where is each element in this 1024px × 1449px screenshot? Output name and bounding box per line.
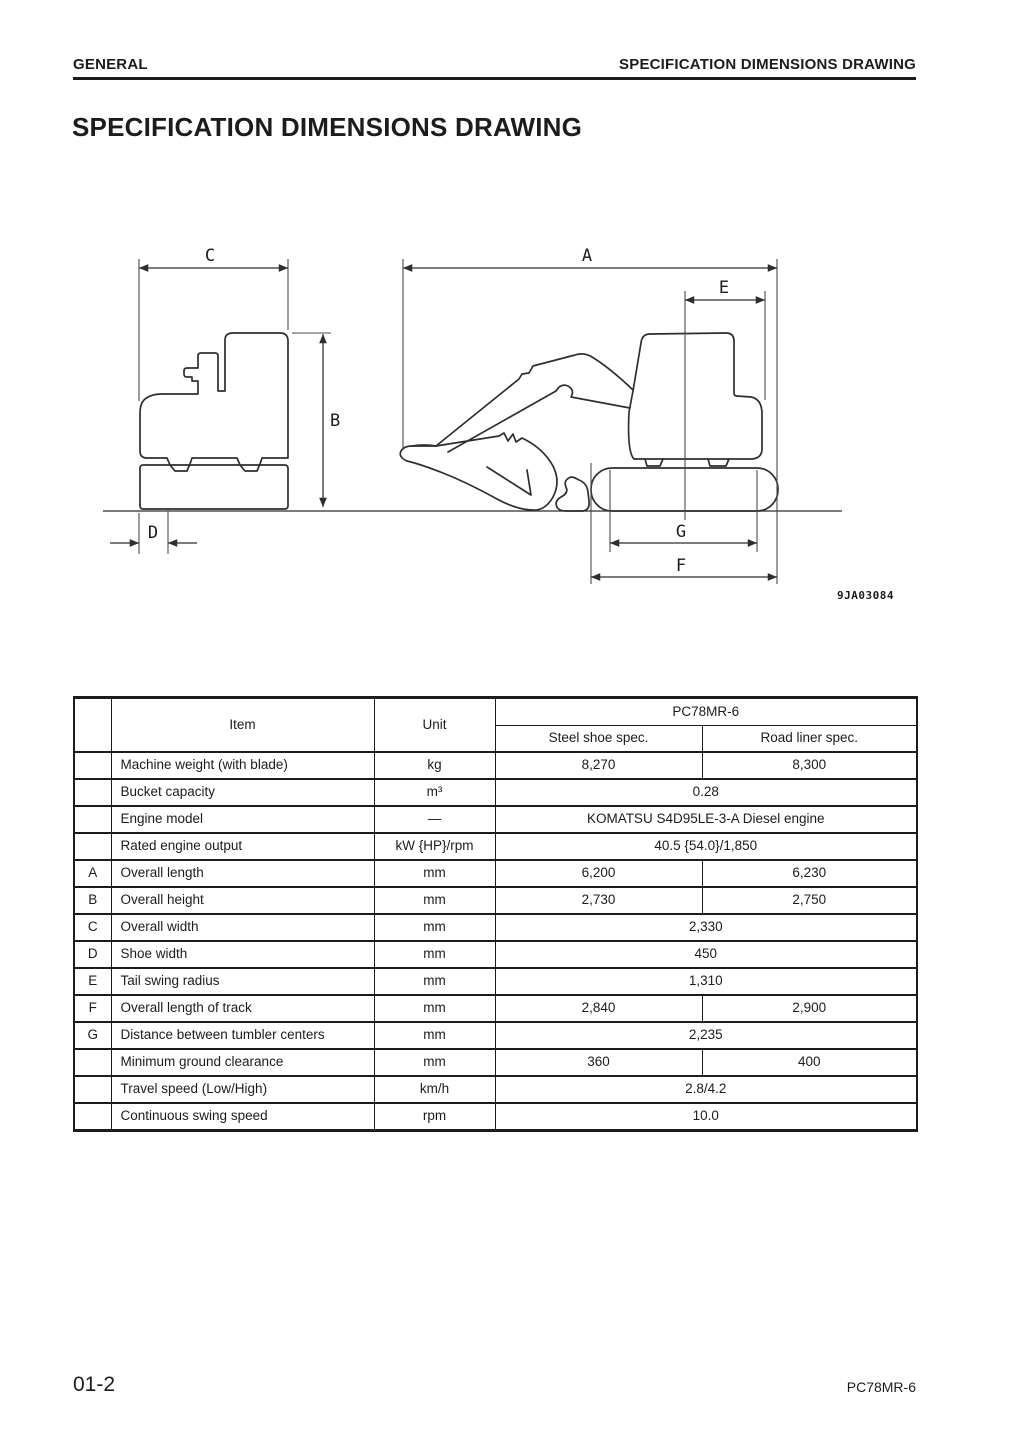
boom-outer-edge xyxy=(412,354,633,446)
table-cell: 0.28 xyxy=(495,779,917,806)
excavator-side-view xyxy=(400,246,894,602)
side-frame-tabs xyxy=(645,459,729,466)
column-header-letter xyxy=(74,698,111,753)
table-row xyxy=(74,1076,917,1103)
table-cell: 40.5 {54.0}/1,850 xyxy=(495,833,917,860)
table-cell: E xyxy=(74,968,111,995)
column-header-unit: Unit xyxy=(374,698,495,753)
table-cell: mm xyxy=(374,968,495,995)
table-cell: 6,230 xyxy=(702,860,917,887)
table-cell: mm xyxy=(374,914,495,941)
table-header-row-1 xyxy=(74,698,917,726)
footer-model-label: PC78MR-6 xyxy=(846,1379,916,1395)
table-cell xyxy=(74,752,111,779)
column-header-item: Item xyxy=(111,698,374,753)
table-cell: 8,300 xyxy=(702,752,917,779)
table-row xyxy=(74,941,917,968)
table-cell: 2,750 xyxy=(702,887,917,914)
table-cell: 360 xyxy=(495,1049,702,1076)
table-cell: Overall length of track xyxy=(111,995,374,1022)
table-cell: 2,730 xyxy=(495,887,702,914)
table-cell: mm xyxy=(374,941,495,968)
table-cell: Overall width xyxy=(111,914,374,941)
excavator-rear-view xyxy=(110,246,340,554)
table-cell: 2,840 xyxy=(495,995,702,1022)
side-body-outline xyxy=(629,333,762,459)
rear-body-outline xyxy=(140,333,288,471)
table-cell: 1,310 xyxy=(495,968,917,995)
table-cell: km/h xyxy=(374,1076,495,1103)
table-cell: Bucket capacity xyxy=(111,779,374,806)
table-cell: Shoe width xyxy=(111,941,374,968)
table-cell: Overall length xyxy=(111,860,374,887)
table-cell: 2,900 xyxy=(702,995,917,1022)
page-title: SPECIFICATION DIMENSIONS DRAWING xyxy=(72,112,583,142)
table-cell xyxy=(74,1103,111,1131)
table-cell: KOMATSU S4D95LE-3-A Diesel engine xyxy=(495,806,917,833)
bucket-link-lines xyxy=(487,467,531,495)
table-cell: mm xyxy=(374,860,495,887)
table-cell: Minimum ground clearance xyxy=(111,1049,374,1076)
table-cell: Distance between tumbler centers xyxy=(111,1022,374,1049)
table-cell: 400 xyxy=(702,1049,917,1076)
table-cell xyxy=(74,1049,111,1076)
table-cell: 2,235 xyxy=(495,1022,917,1049)
table-row xyxy=(74,752,917,779)
boom-inner-edge xyxy=(448,385,630,452)
table-cell: Engine model xyxy=(111,806,374,833)
table-cell: mm xyxy=(374,887,495,914)
table-cell: Continuous swing speed xyxy=(111,1103,374,1131)
table-row xyxy=(74,833,917,860)
dim-label-c: C xyxy=(204,246,216,266)
blade-outline xyxy=(556,477,589,511)
table-cell: mm xyxy=(374,1022,495,1049)
dim-label-g: G xyxy=(675,522,687,542)
page-number: 01-2 xyxy=(73,1373,116,1396)
table-cell: 6,200 xyxy=(495,860,702,887)
table-cell: Machine weight (with blade) xyxy=(111,752,374,779)
table-cell: A xyxy=(74,860,111,887)
header-section-label: GENERAL xyxy=(73,56,148,73)
table-row xyxy=(74,995,917,1022)
table-cell: 2,330 xyxy=(495,914,917,941)
table-cell: Rated engine output xyxy=(111,833,374,860)
dim-label-d: D xyxy=(147,523,159,543)
table-cell: D xyxy=(74,941,111,968)
table-cell: 10.0 xyxy=(495,1103,917,1131)
table-cell: Travel speed (Low/High) xyxy=(111,1076,374,1103)
table-cell xyxy=(74,779,111,806)
table-cell: 8,270 xyxy=(495,752,702,779)
drawing-code: 9JA03084 xyxy=(837,589,894,602)
table-cell: kg xyxy=(374,752,495,779)
table-cell: Overall height xyxy=(111,887,374,914)
table-cell xyxy=(74,806,111,833)
table-row xyxy=(74,1049,917,1076)
table-row xyxy=(74,1022,917,1049)
table-cell: F xyxy=(74,995,111,1022)
dim-label-b: B xyxy=(330,411,341,431)
table-cell xyxy=(74,1076,111,1103)
rear-track-outline xyxy=(140,465,288,509)
dim-label-e: E xyxy=(718,278,730,298)
table-row xyxy=(74,968,917,995)
table-cell: m³ xyxy=(374,779,495,806)
column-header-model: PC78MR-6 xyxy=(495,698,917,726)
table-cell: 2.8/4.2 xyxy=(495,1076,917,1103)
table-cell: G xyxy=(74,1022,111,1049)
column-header-steel-shoe: Steel shoe spec. xyxy=(495,726,702,753)
table-cell: 450 xyxy=(495,941,917,968)
table-cell: rpm xyxy=(374,1103,495,1131)
table-cell: kW {HP}/rpm xyxy=(374,833,495,860)
table-cell xyxy=(74,833,111,860)
table-cell: B xyxy=(74,887,111,914)
table-row xyxy=(74,914,917,941)
table-cell: — xyxy=(374,806,495,833)
spec-table xyxy=(73,696,918,1132)
table-cell: mm xyxy=(374,1049,495,1076)
table-row xyxy=(74,860,917,887)
header-chapter-label: SPECIFICATION DIMENSIONS DRAWING xyxy=(619,56,916,73)
table-cell: mm xyxy=(374,995,495,1022)
column-header-road-liner: Road liner spec. xyxy=(702,726,917,753)
table-row xyxy=(74,1103,917,1131)
table-cell: Tail swing radius xyxy=(111,968,374,995)
spec-table-container xyxy=(73,696,918,1132)
table-cell: C xyxy=(74,914,111,941)
spec-table-body xyxy=(74,752,917,1131)
table-row xyxy=(74,806,917,833)
dim-label-a: A xyxy=(581,246,593,266)
table-row xyxy=(74,779,917,806)
dim-label-f: F xyxy=(675,556,687,576)
table-row xyxy=(74,887,917,914)
